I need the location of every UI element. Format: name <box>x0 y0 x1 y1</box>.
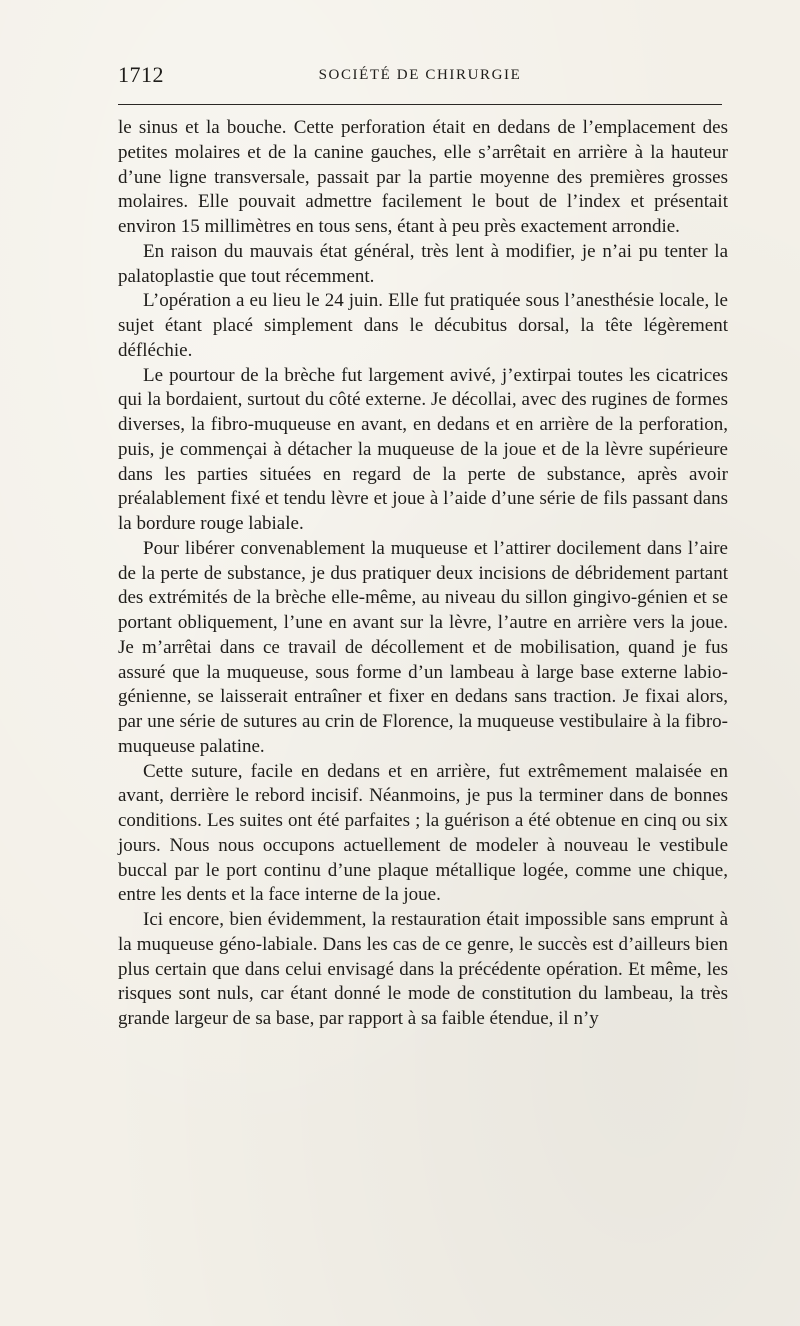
paragraph: L’opération a eu lieu le 24 juin. Elle fut pratiquée sous l’anesthésie locale, le sujet étant placé simplement dans le décubitus dorsal, la tête légèrement défléchie. <box>118 290 728 361</box>
paragraph: Le pourtour de la brèche fut largement avivé, j’extirpai toutes les cicatrices qui la bordaient, surtout du côté externe. Je décollai, avec des rugines de formes diverses, la fibro-muqueuse en avant, en dedans et en arrière de la perforation, puis, je commençai à détacher la muqueuse de la joue et de la lèvre supérieure dans les parties situées en regard de la perte de substance, après avoir préalablement fixé et tendu lèvre et joue à l’aide d’une série de fils passant dans la bordure rouge labiale. <box>118 364 728 534</box>
page-header <box>118 62 722 92</box>
body-text <box>118 116 728 1032</box>
paragraph: En raison du mauvais état général, très lent à modifier, je n’ai pu tenter la palatoplastie que tout récemment. <box>118 240 728 287</box>
paragraph: Pour libérer convenablement la muqueuse et l’attirer docilement dans l’aire de la perte de substance, je dus pratiquer deux incisions de débridement partant des extrémités de la brèche elle-même, au niveau du sillon gingivo-génien et se portant obliquement, l’une en avant sur la lèvre, l’autre en arrière vers la joue. Je m’arrêtai dans ce travail de décollement et de mobilisation, quand je fus assuré que la muqueuse, sous forme d’un lambeau à large base externe labio-génienne, se laisserait entraîner et fixer en dedans sans traction. Je fixai alors, par une série de sutures au crin de Florence, la muqueuse vestibulaire à la fibro-muqueuse palatine. <box>118 537 728 757</box>
paragraph: Cette suture, facile en dedans et en arrière, fut extrêmement malaisée en avant, derrière le rebord incisif. Néanmoins, je pus la terminer dans de bonnes conditions. Les suites ont été parfaites ; la guérison a été obtenue en cinq ou six jours. Nous nous occupons actuellement de modeler à nouveau le vestibule buccal par le port continu d’une plaque métallique logée, comme une chique, entre les dents et la face interne de la joue. <box>118 760 728 906</box>
paragraph: le sinus et la bouche. Cette perforation était en dedans de l’emplacement des petites molaires et de la canine gauches, elle s’arrêtait en arrière à la hauteur d’une ligne transversale, passait par la partie moyenne des premières grosses molaires. Elle pouvait admettre facilement le bout de l’index et présentait environ 15 millimètres en tous sens, étant à peu près exactement arrondie. <box>118 117 728 237</box>
paragraph: Ici encore, bien évidemment, la restauration était impossible sans emprunt à la muqueuse géno-labiale. Dans les cas de ce genre, le succès est d’ailleurs bien plus certain que dans celui envisagé dans la précédente opération. Et même, les risques sont nuls, car étant donné le mode de constitution du lambeau, la très grande largeur de sa base, par rapport à sa faible étendue, il n’y <box>118 909 728 1029</box>
running-title: SOCIÉTÉ DE CHIRURGIE <box>318 67 522 83</box>
page-number: 1712 <box>118 62 164 87</box>
header-rule <box>118 104 722 105</box>
